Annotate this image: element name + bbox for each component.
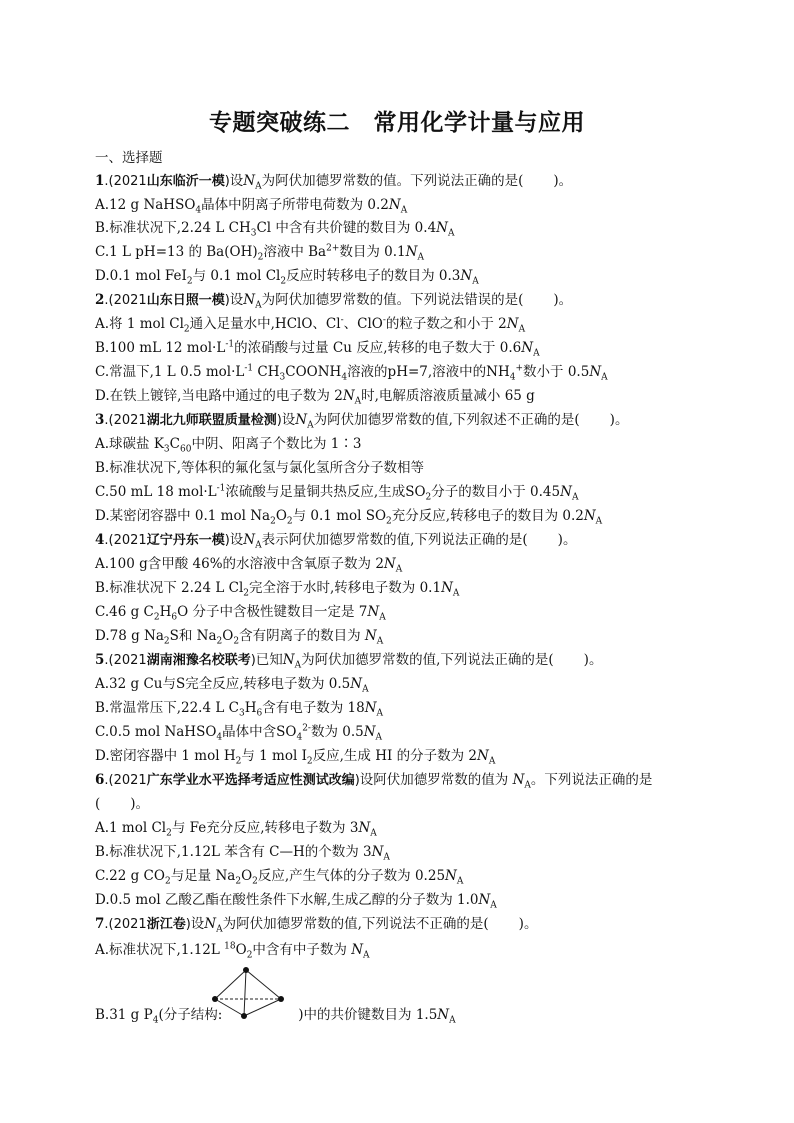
- p-atom: [278, 996, 284, 1002]
- question-3-stem: 3.(2021湖北九师联盟质量检测)设$N_A$为阿伏加德罗常数的值,下列叙述不正确的是( )。: [95, 412, 629, 431]
- question-source: .(2021浙江卷): [104, 917, 191, 932]
- q1-option-a: A.12 g NaHSO$_4$晶体中阴离子所带电荷数为 $0.2N_A$: [95, 197, 408, 216]
- question-number: 6: [95, 772, 105, 788]
- q5-option-b: B.常温常压下,22.4 L $C_3H_6$含有电子数为 $18N_A$: [95, 700, 383, 719]
- q6-option-d: D.0.5 mol 乙酸乙酯在酸性条件下水解,生成乙醇的分子数为 $1.0N_A$: [95, 892, 497, 911]
- q7-option-b: B.31 g $P_4$(分子结构: )中的共价键数目为 $1.5N_A$: [95, 1007, 456, 1026]
- p-atom: [243, 967, 249, 973]
- q2-option-a: A.将 1 mol $Cl_2$通入足量水中,HClO、Cl-、ClO-的粒子数之和小于 $2N_A$: [95, 315, 526, 335]
- q6-option-a: A.1 mol $Cl_2$与 Fe充分反应,转移电子数为 $3N_A$: [95, 820, 377, 839]
- q1-option-b: B.标准状况下,2.24 L $CH_3Cl$ 中含有共价键的数目为 $0.4N_A$: [95, 220, 455, 239]
- p-atom: [212, 996, 218, 1002]
- q5-option-a: A.32 g Cu与S完全反应,转移电子数为 $0.5N_A$: [95, 676, 369, 695]
- question-number: 7: [95, 916, 105, 932]
- question-2-stem: 2.(2021山东日照一模)设$N_A$为阿伏加德罗常数的值。下列说法错误的是( )。: [95, 292, 573, 311]
- question-source: .(2021湖北九师联盟质量检测): [104, 413, 282, 428]
- q6-option-b: B.标准状况下,1.12L 苯含有 C—H的个数为 $3N_A$: [95, 844, 390, 863]
- q3-option-d: D.某密闭容器中 0.1 mol $Na_2O_2$与 0.1 mol $SO_2$充分反应,转移电子的数目为 $0.2N_A$: [95, 508, 603, 527]
- q4-option-d: D.78 g $Na_2S$和 $Na_2O_2$含有阴离子的数目为 $N_A$: [95, 628, 384, 647]
- q3-option-b: B.标准状况下,等体积的氟化氢与氯化氢所含分子数相等: [95, 460, 425, 476]
- question-source: .(2021广东学业水平选择考适应性测试改编): [104, 773, 360, 788]
- question-6-stem: 6.(2021广东学业水平选择考适应性测试改编)设阿伏加德罗常数的值为 $N_A$。下列说法正确的是: [95, 772, 653, 791]
- question-5-stem: 5.(2021湖南湘豫名校联考)已知$N_A$为阿伏加德罗常数的值,下列说法正确的是( )。: [95, 652, 603, 671]
- question-source: .(2021湖南湘豫名校联考): [104, 653, 256, 668]
- q3-option-a: A.球碳盐 $K_3C_{60}$中阴、阳离子个数比为 1∶3: [95, 436, 362, 455]
- question-7-stem: 7.(2021浙江卷)设$N_A$为阿伏加德罗常数的值,下列说法不正确的是( )。: [95, 916, 538, 935]
- q4-option-b: B.标准状况下 2.24 L $Cl_2$完全溶于水时,转移电子数为 $0.1N_A$: [95, 580, 460, 599]
- question-number: 5: [95, 652, 105, 668]
- q3-option-c: C.50 mL 18 $mol\cdot L^{-1}$浓硫酸与足量铜共热反应,生成$SO_2$分子的数目小于 $0.45N_A$: [95, 483, 579, 503]
- q5-option-d: D.密闭容器中 1 mol $H_2$与 1 mol $I_2$反应,生成 HI 的分子数为 $2N_A$: [95, 748, 496, 767]
- q7-option-a: A.标准状况下,1.12L $^{18}O_2$中含有中子数为 $N_A$: [95, 941, 370, 961]
- question-4-stem: 4.(2021辽宁丹东一模)设$N_A$表示阿伏加德罗常数的值,下列说法正确的是( )。: [95, 532, 577, 551]
- q2-option-d: D.在铁上镀锌,当电路中通过的电子数为 $2N_A$时,电解质溶液质量减小 65 g: [95, 388, 535, 407]
- question-source: .(2021辽宁丹东一模): [104, 533, 230, 548]
- q1-option-c: C.1 L pH=13 的 $Ba(OH)_2$溶液中 $Ba^{2+}$数目为 $0.1N_A$: [95, 243, 424, 263]
- page-title: 专题突破练二 常用化学计量与应用: [209, 110, 585, 136]
- question-source: .(2021山东日照一模): [104, 293, 230, 308]
- q2-option-b: B.100 mL 12 $mol\cdot L^{-1}$的浓硝酸与过量 Cu 反应,转移的电子数大于 $0.6N_A$: [95, 339, 540, 359]
- q1-option-d: D.0.1 mol FeI$_2$与 0.1 mol $Cl_2$反应时转移电子的数目为 $0.3N_A$: [95, 268, 479, 287]
- q2-option-c: C.常温下,1 L 0.5 $mol\cdot L^{-1}$ $CH_3COONH_4$溶液的pH=7,溶液中的$NH_4^+$数小于 $0.5N_A$: [95, 363, 608, 383]
- question-1-stem: 1.(2021山东临沂一模)设$N_A$为阿伏加德罗常数的值。下列说法正确的是( )。: [95, 173, 573, 192]
- q4-option-a: A.100 g含甲酸 46%的水溶液中含氧原子数为 $2N_A$: [95, 556, 403, 575]
- question-number: 4: [95, 532, 105, 548]
- question-6-stem-cont: ( )。: [95, 796, 150, 812]
- question-number: 2: [95, 292, 105, 308]
- section-heading: 一、选择题: [95, 150, 163, 166]
- q6-option-c: C.22 g $CO_2$与足量 $Na_2O_2$反应,产生气体的分子数为 $0.25N_A$: [95, 868, 464, 887]
- question-source: .(2021山东临沂一模): [104, 174, 230, 189]
- q4-option-c: C.46 g $C_2H_6O$ 分子中含极性键数目一定是 $7N_A$: [95, 604, 386, 623]
- question-number: 3: [95, 412, 105, 428]
- question-number: 1: [95, 173, 105, 189]
- q5-option-c: C.0.5 mol NaHSO$_4$晶体中含$SO_4^{2-}$数为 $0.5N_A$: [95, 723, 383, 743]
